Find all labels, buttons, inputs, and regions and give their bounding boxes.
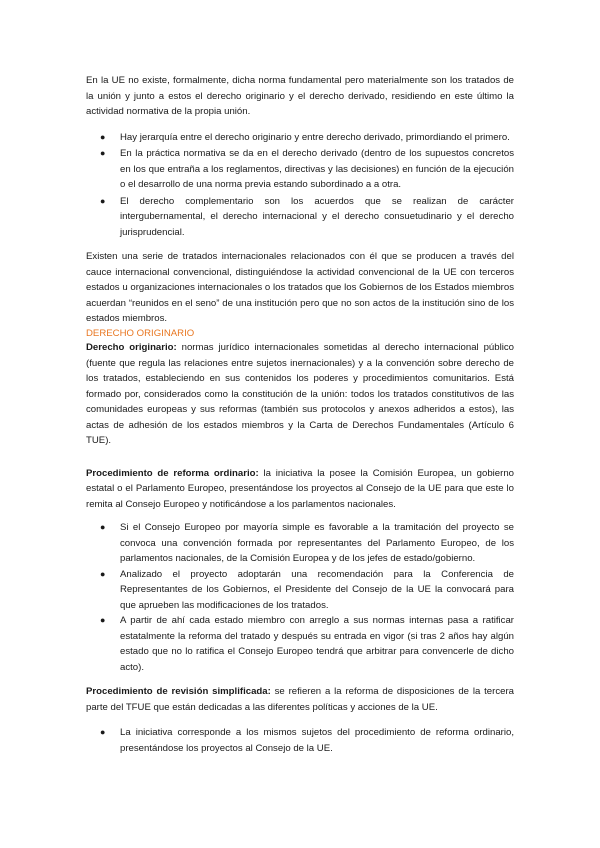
bullet-icon: ● — [100, 195, 106, 206]
list-item: ● El derecho complementario son los acuerdos que se realizan de carácter intergubernamental, el derecho internacional y el derecho consuetudinario y el derecho jurisprudencial. — [100, 195, 514, 238]
document-page — [86, 73, 514, 765]
derecho-originario-paragraph: Derecho originario: normas jurídico internacionales sometidas al derecho internacional público (fuente que regula las relaciones entre sujetos inernacionales) y a la convención sobre derecho de los tratados, estableciendo en sus contenidos los poderes y procedimientos comunitarios. Está formado por, considerados como la constitución de la unión: todos los tratados constitutivos de las comunidades europeas y sus reformas (también sus protocolos y anexos adheridos a estos), las actas de adhesión de los estados miembros y la Carta de Derechos Fundamentales (Artículo 6 TUE). — [86, 342, 514, 446]
reforma-ordinario-paragraph: Procedimiento de reforma ordinario: la iniciativa la posee la Comisión Europea, un gobierno estatal o el Parlamento Europeo, presentándose los proyectos al Consejo de la UE para que este lo remita al Consejo Europeo y notificándose a los parlamentos nacionales. — [86, 467, 514, 510]
hierarchy-list — [86, 130, 514, 241]
intro-paragraph: En la UE no existe, formalmente, dicha norma fundamental pero materialmente son los tratados de la unión y junto a estos el derecho originario y el derecho derivado, residiendo en este último la actividad normativa de la propia unión. — [86, 75, 514, 117]
revision-steps-list — [86, 725, 514, 756]
tratados-paragraph: Existen una serie de tratados internacionales relacionados con él que se producen a través del cauce internacional convencional, distinguiéndose la actividad convencional de la UE con terceros estados u organizaciones internacionales o los tratados que los Gobiernos de los Estados miembros acuerdan “reunidos en el seno” de una institución pero que no son actos de la institución sino de los estados miembros. — [86, 251, 514, 324]
list-item: ● En la práctica normativa se da en el derecho derivado (dentro de los supuestos concretos en los que entraña a los reglamentos, directivas y las decisiones) en función de la ejecución o el desarrollo de una norma previa estando subordinado a a otra. — [100, 148, 514, 190]
list-item: ● Si el Consejo Europeo por mayoría simple es favorable a la tramitación del proyecto se convoca una convención formada por representantes del Parlamento Europeo, de los parlamentos nacionales, de la Comisión Europea y de los jefes de estado/gobierno. — [100, 522, 514, 564]
list-item: ● Analizado el proyecto adoptarán una recomendación para la Conferencia de Representantes de los Gobiernos, el Presidente del Consejo de la UE la convocará para que aprueben las modificaciones de los tratados. — [100, 568, 514, 611]
bullet-icon: ● — [100, 615, 106, 625]
term-label: Derecho originario: — [86, 342, 177, 353]
term-label: Procedimiento de reforma ordinario: — [86, 467, 259, 479]
bullet-icon: ● — [100, 568, 106, 579]
bullet-icon: ● — [100, 148, 106, 158]
bullet-icon: ● — [100, 727, 106, 737]
list-item: ● La iniciativa corresponde a los mismos sujetos del procedimiento de reforma ordinario, presentándose los proyectos al Consejo de la UE. — [100, 727, 514, 754]
bullet-icon: ● — [100, 522, 106, 532]
list-item: ● Hay jerarquía entre el derecho originario y entre derecho derivado, primordiando el primero. — [120, 130, 514, 146]
bullet-icon: ● — [100, 131, 106, 142]
revision-simplificada-paragraph: Procedimiento de revisión simplificada: se refieren a la reforma de disposiciones de la tercera parte del TFUE que están dedicadas a las diferentes políticas y acciones de la UE. — [86, 686, 514, 713]
section-heading: DERECHO ORIGINARIO — [86, 327, 195, 339]
term-label: Procedimiento de revisión simplificada: — [86, 686, 271, 697]
reforma-steps-list — [86, 520, 514, 675]
list-item: ● A partir de ahí cada estado miembro con arreglo a sus normas internas pasa a ratificar estatalmente la reforma del tratado y después su entrada en vigor (si tras 2 años hay algún estado que no lo ratifica el Consejo Europeo tendrá que arbitrar para convencerle de dicho acto). — [100, 615, 514, 673]
